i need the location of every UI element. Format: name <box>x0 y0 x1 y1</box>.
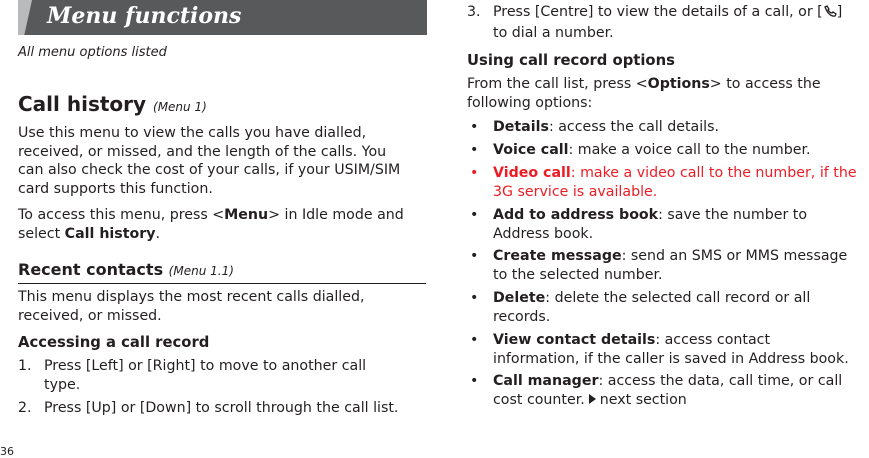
text-line <box>493 331 869 350</box>
recent-contacts-title: Recent contacts <box>18 260 164 279</box>
text-run: From the call list, press < <box>467 76 648 92</box>
text-line: Press [Left] or [Right] to move to another call <box>44 358 367 374</box>
text-line: Use this menu to view the calls you have dialled, <box>18 125 367 141</box>
text-line: Press [Up] or [Down] to scroll through the call list. <box>44 400 399 416</box>
banner-subtitle: All menu options listed <box>18 45 167 60</box>
option-desc-cont: 3G service is available. <box>493 183 658 200</box>
option-desc-cont: Address book. <box>493 225 594 242</box>
option-text <box>493 372 869 409</box>
heading-rule <box>18 283 426 284</box>
text-run: > to access the <box>709 76 821 92</box>
option-desc: : delete the selected call record or all <box>545 290 811 306</box>
bullet-icon: • <box>470 248 479 264</box>
step-item <box>18 357 428 395</box>
step-text <box>493 3 842 42</box>
recent-contacts-menu-ref: (Menu 1.1) <box>168 264 234 278</box>
text-line <box>18 206 428 225</box>
page-number: 36 <box>0 445 14 458</box>
option-term: Details <box>493 119 549 135</box>
text-line: following options: <box>467 94 593 111</box>
option-text <box>493 247 869 284</box>
text-line <box>493 247 869 266</box>
call-history-description <box>18 124 428 198</box>
bullet-icon: • <box>470 142 479 158</box>
text-line: type. <box>44 376 81 393</box>
recent-contacts-heading <box>18 259 426 282</box>
option-desc-cont: to the selected number. <box>493 266 663 283</box>
option-desc-cont: records. <box>493 308 551 325</box>
triangle-right-icon <box>589 394 596 404</box>
call-history-access-instructions <box>18 206 428 243</box>
bullet-icon: • <box>470 207 479 223</box>
text-run: To access this menu, press < <box>18 207 225 223</box>
step-number: 3. <box>467 4 481 20</box>
option-term: Voice call <box>493 142 569 158</box>
text-line: can also check the cost of your calls, if your USIM/SIM <box>18 162 401 179</box>
key-options: Options <box>647 76 710 92</box>
text-run: Press [Centre] to view the details of a call, or [ <box>493 4 823 20</box>
option-text <box>493 206 869 243</box>
call-history-title: Call history <box>18 92 147 116</box>
menu-call-history: Call history <box>64 225 156 242</box>
bullet-icon: • <box>470 119 479 135</box>
option-desc: : access contact <box>655 332 771 348</box>
text-line: received, or missed. <box>18 307 162 324</box>
option-term: Add to address book <box>493 207 659 223</box>
option-desc-cont: cost counter. <box>493 391 585 408</box>
banner-title: Menu functions <box>47 3 242 29</box>
text-line: received, or missed, and the length of the calls. You <box>18 143 387 160</box>
option-desc: : make a video call to the number, if the <box>570 165 857 181</box>
text-line <box>493 206 869 225</box>
option-desc: : save the number to <box>658 207 808 223</box>
option-term: Video call <box>493 165 571 181</box>
option-desc: : send an SMS or MMS message <box>621 248 848 264</box>
accessing-call-record-heading: Accessing a call record <box>18 334 210 351</box>
section-banner <box>18 0 427 35</box>
next-section-link[interactable]: next section <box>599 391 687 408</box>
option-desc-cont: information, if the caller is saved in Address book. <box>493 350 849 367</box>
recent-contacts-description <box>18 288 428 325</box>
text-line <box>493 289 869 308</box>
option-text <box>493 164 869 201</box>
bullet-icon: • <box>470 165 479 181</box>
call-history-menu-ref: (Menu 1) <box>153 100 207 114</box>
bullet-icon: • <box>470 332 479 348</box>
options-intro <box>467 75 869 112</box>
text-line: to dial a number. <box>493 24 614 41</box>
step-text <box>44 357 366 394</box>
text-line <box>493 164 869 183</box>
option-text <box>493 141 869 160</box>
step-number: 2. <box>18 400 32 416</box>
call-history-heading <box>18 92 207 119</box>
option-term: View contact details <box>493 332 656 348</box>
option-desc: : make a voice call to the number. <box>568 142 811 158</box>
text-line <box>493 3 842 24</box>
banner-stripe <box>18 0 32 35</box>
text-line <box>493 391 869 410</box>
option-term: Call manager <box>493 373 599 389</box>
key-menu: Menu <box>224 207 269 223</box>
phone-handset-icon <box>823 4 837 24</box>
option-text <box>493 289 869 326</box>
text-run: select <box>18 225 65 242</box>
step-number: 1. <box>18 358 32 374</box>
text-line <box>493 372 869 391</box>
text-run: ] <box>836 4 843 20</box>
step-text <box>44 399 398 418</box>
text-line <box>18 225 428 244</box>
call-record-options-heading: Using call record options <box>467 52 675 69</box>
text-line <box>467 75 869 94</box>
bullet-icon: • <box>470 290 479 306</box>
text-line: card supports this function. <box>18 180 213 197</box>
step-item <box>18 399 428 419</box>
text-line: This menu displays the most recent calls dialled, <box>18 289 365 305</box>
option-text <box>493 118 869 137</box>
bullet-icon: • <box>470 373 479 389</box>
text-run: > in Idle mode and <box>268 207 404 223</box>
option-desc: : access the data, call time, or call <box>598 373 843 389</box>
text-run: . <box>155 225 161 242</box>
option-term: Delete <box>493 290 546 306</box>
option-text <box>493 331 869 368</box>
option-desc: : access the call details. <box>548 119 720 135</box>
step-item <box>467 3 869 41</box>
option-term: Create message <box>493 248 622 264</box>
